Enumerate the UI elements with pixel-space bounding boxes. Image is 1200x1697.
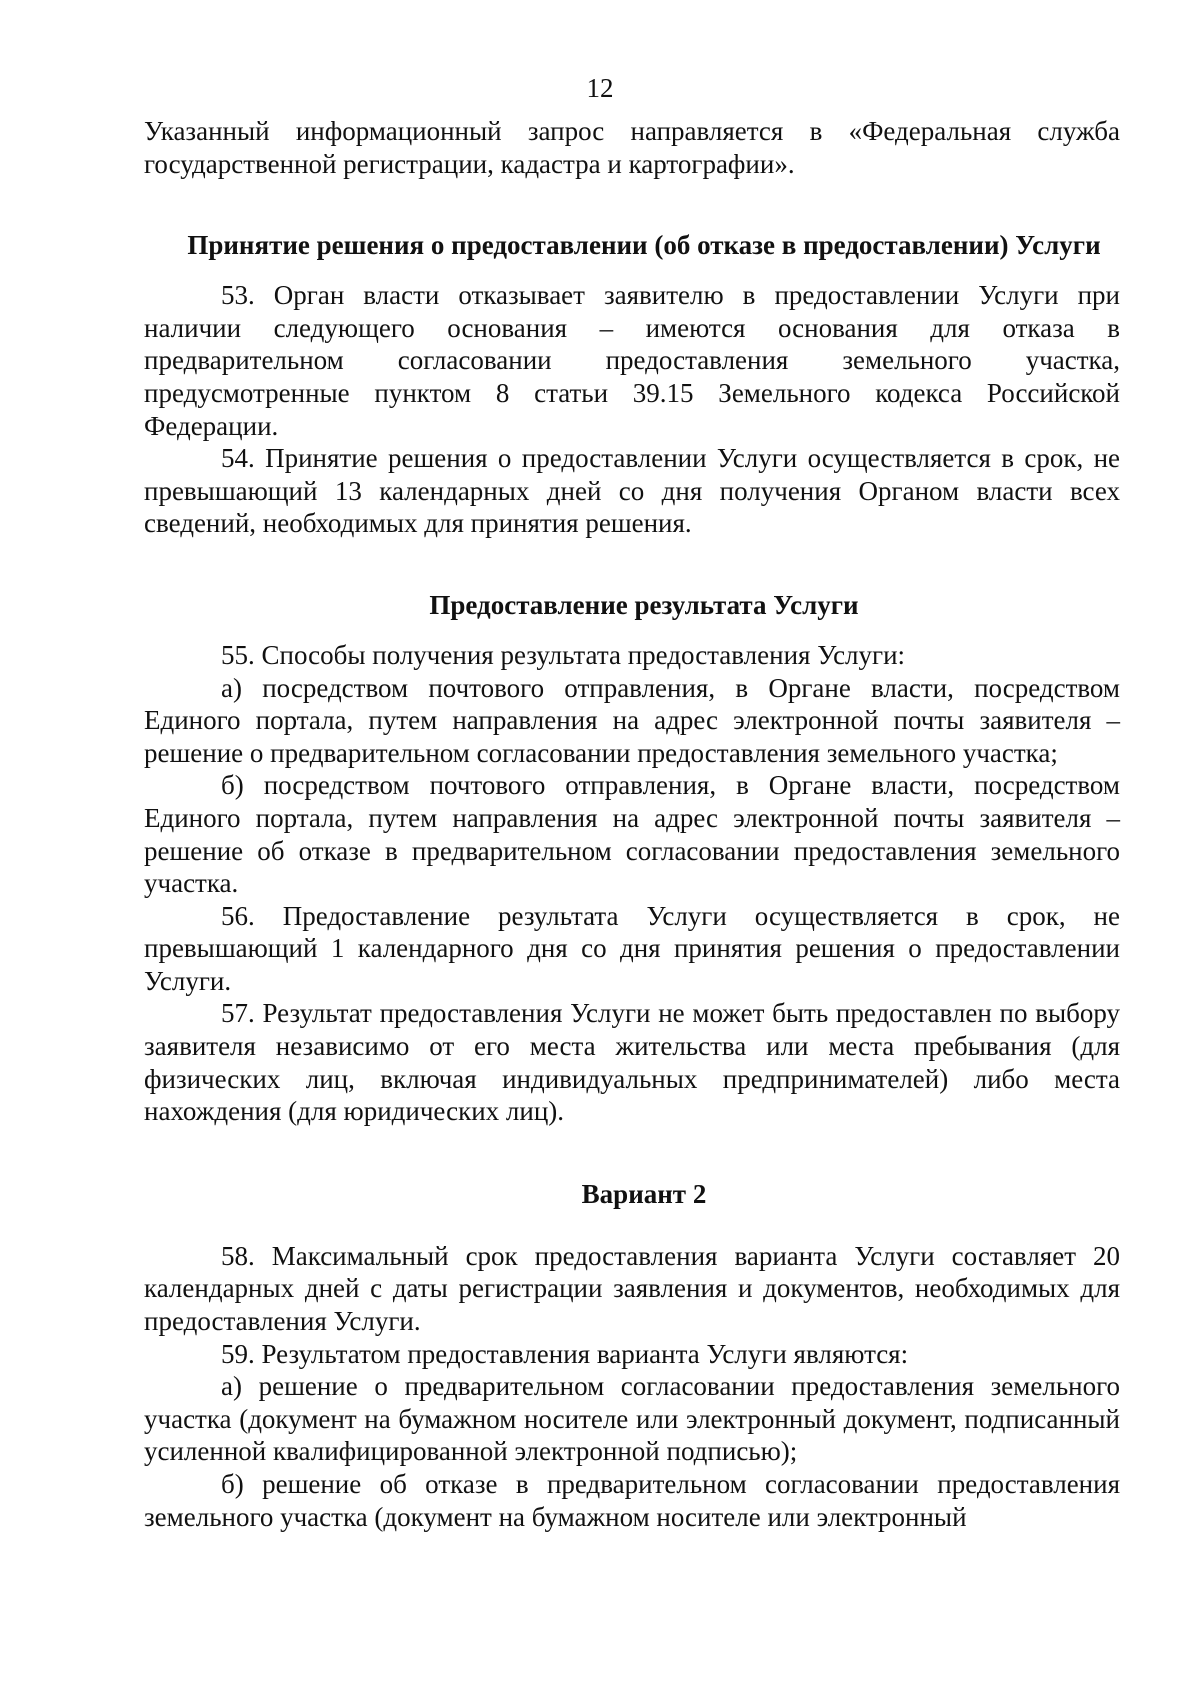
paragraph-55-a: а) посредством почтового отправления, в Органе власти, посредством Единого портала, путем направления на адрес электронной почты заявителя – решение о предварительном согласовании предоставления земельного участка; (144, 672, 1120, 768)
paragraph-55: 55. Способы получения результата предоставления Услуги: (221, 639, 906, 670)
section-heading-variant-2: Вариант 2 (581, 1178, 707, 1209)
page-content (144, 115, 1120, 1533)
paragraph-57: 57. Результат предоставления Услуги не может быть предоставлен по выбору заявителя независимо от его места жительства или места пребывания (для физических лиц, включая индивидуальных предпринимателей) либо места нахождения (для юридических лиц). (144, 998, 1120, 1127)
paragraph-59-b: б) решение об отказе в предварительном согласовании предоставления земельного участка (документ на бумажном носителе или электронный (144, 1469, 1120, 1532)
paragraph-53: 53. Орган власти отказывает заявителю в предоставлении Услуги при наличии следующего основания – имеются основания для отказа в предварительном согласовании предоставления земельного участка, предусмотренные пунктом 8 статьи 39.15 Земельного кодекса Российской Федерации. (144, 280, 1120, 441)
paragraph-56: 56. Предоставление результата Услуги осуществляется в срок, не превышающий 1 календарного дня со дня принятия решения о предоставлении Услуги. (144, 900, 1120, 996)
paragraph-55-b: б) посредством почтового отправления, в Органе власти, посредством Единого портала, путем направления на адрес электронной почты заявителя – решение об отказе в предварительном согласовании предоставления земельного участка. (144, 770, 1120, 899)
section-heading-result: Предоставление результата Услуги (429, 589, 859, 620)
intro-paragraph: Указанный информационный запрос направляется в «Федеральная служба государственной регистрации, кадастра и картографии». (144, 116, 1120, 179)
paragraph-58: 58. Максимальный срок предоставления варианта Услуги составляет 20 календарных дней с даты регистрации заявления и документов, необходимых для предоставления Услуги. (144, 1240, 1120, 1337)
paragraph-54: 54. Принятие решения о предоставлении Услуги осуществляется в срок, не превышающий 13 календарных дней со дня получения Органом власти всех сведений, необходимых для принятия решения. (144, 443, 1120, 539)
section-heading-decision: Принятие решения о предоставлении (об отказе в предоставлении) Услуги (187, 230, 1101, 261)
paragraph-59-a: а) решение о предварительном согласовании предоставления земельного участка (документ на бумажном носителе или электронный документ, подписанный усиленной квалифицированной электронной подписью); (144, 1371, 1120, 1467)
page-number: 12 (586, 73, 614, 103)
paragraph-59: 59. Результатом предоставления варианта Услуги являются: (221, 1338, 909, 1369)
